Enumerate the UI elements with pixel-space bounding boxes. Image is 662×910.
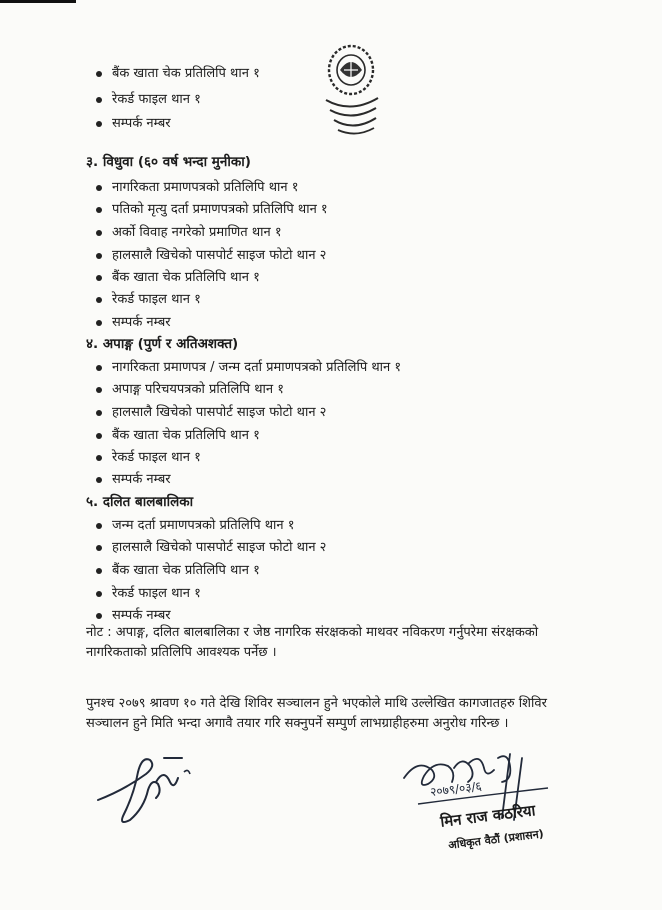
list-item: सम्पर्क नम्बर	[112, 608, 171, 623]
signatory-title: अधिकृत वैठौं (प्रशासन)	[447, 827, 545, 852]
note-paragraph: नोट : अपाङ्ग, दलित बालबालिका र जेष्ठ नागरिक संरक्षकको माथवर नविकरण गर्नुपरेमा संरक्षकको नागरिकताको प्रतिलिपि आवश्यक पर्नेछ ।	[86, 625, 539, 660]
list-item: बैंक खाता चेक प्रतिलिपि थान १	[112, 66, 260, 81]
section-heading-dalit-children: ५. दलित बालबालिका	[86, 494, 194, 510]
list-item: रेकर्ड फाइल थान १	[112, 292, 201, 307]
list-item: हालसालै खिचेको पासपोर्ट साइज फोटो थान २	[112, 248, 327, 263]
list-item: नागरिकता प्रमाणपत्रको प्रतिलिपि थान १	[112, 180, 299, 195]
signature-date: २०७९/०३/६	[429, 778, 483, 800]
signature-left-icon	[94, 738, 204, 833]
list-item: बैंक खाता चेक प्रतिलिपि थान १	[112, 270, 260, 285]
list-item: रेकर्ड फाइल थान १	[112, 92, 201, 107]
list-item: बैंक खाता चेक प्रतिलिपि थान १	[112, 563, 260, 578]
signatory-name: मिन राज कठरिया	[439, 801, 537, 831]
list-item: पतिको मृत्यु दर्ता प्रमाणपत्रको प्रतिलिपि थान १	[112, 202, 328, 217]
list-item: अर्को विवाह नगरेको प्रमाणित थान १	[112, 225, 282, 240]
list-item: सम्पर्क नम्बर	[112, 472, 171, 487]
postscript-paragraph: पुनश्च २०७९ श्रावण १० गते देखि शिविर सञ्चालन हुने भएकोले माथि उल्लेखित कागजातहरु शिविर सञ्चालन हुने मिति भन्दा अगावै तयार गरि सक्नुपर्ने सम्पुर्ण लाभग्राहीहरुमा अनुरोध गरिन्छ ।	[86, 696, 547, 731]
section-heading-disabled: ४. अपाङ्ग (पुर्ण र अतिअशक्त)	[86, 336, 239, 352]
list-item: रेकर्ड फाइल थान १	[112, 450, 201, 465]
list-item: बैंक खाता चेक प्रतिलिपि थान १	[112, 428, 260, 443]
section-heading-widow: ३. विधुवा (६० वर्ष भन्दा मुनीका)	[86, 154, 251, 170]
list-item: जन्म दर्ता प्रमाणपत्रको प्रतिलिपि थान १	[112, 518, 295, 533]
list-item: अपाङ्ग परिचयपत्रको प्रतिलिपि थान १	[112, 382, 284, 397]
list-item: सम्पर्क नम्बर	[112, 315, 171, 330]
list-item: हालसालै खिचेको पासपोर्ट साइज फोटो थान २	[112, 405, 327, 420]
list-item: हालसालै खिचेको पासपोर्ट साइज फोटो थान २	[112, 540, 327, 555]
list-item: सम्पर्क नम्बर	[112, 116, 171, 131]
list-item: रेकर्ड फाइल थान १	[112, 586, 201, 601]
list-item: नागरिकता प्रमाणपत्र / जन्म दर्ता प्रमाणपत्रको प्रतिलिपि थान १	[112, 360, 402, 375]
